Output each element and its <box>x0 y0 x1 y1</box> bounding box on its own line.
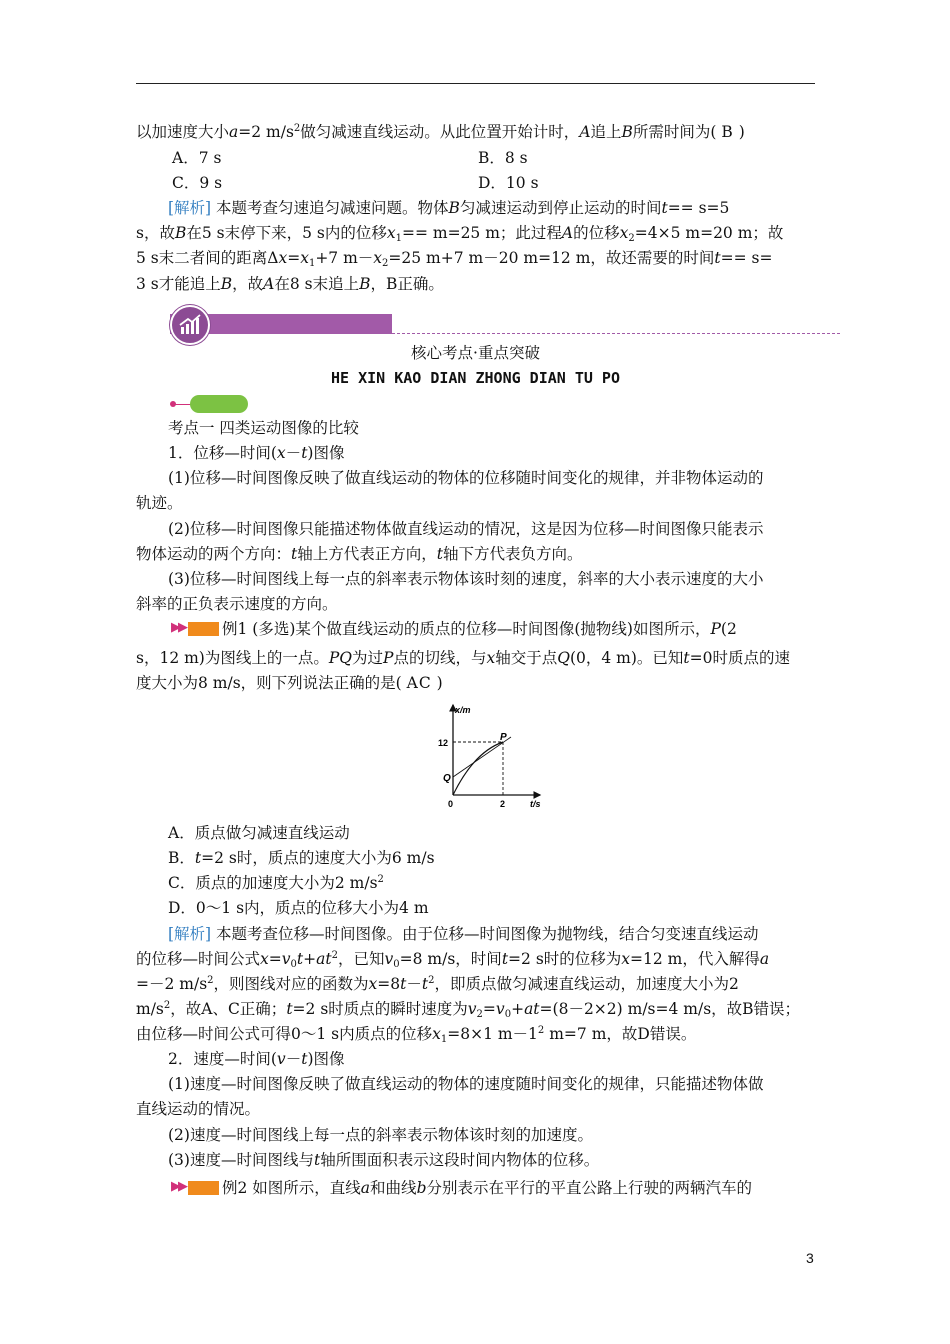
prev-option-b: B．8 s <box>478 149 528 167</box>
x-t-graph <box>434 700 550 812</box>
example1-analysis-line: 由位移—时间公式可得0～1 s内质点的位移$x_1=8\times 1$ $m-1^2$ m=7 m，故D错误。 <box>136 1025 697 1045</box>
item2-paragraph: 直线运动的情况。 <box>136 1100 261 1118</box>
prev-analysis-line: 5 s末二者间的距离$\Delta x=x_1+7$ $m-x_2=25$ m+7 m－20 m=12 m，故还需要的时间t== s= <box>136 249 773 269</box>
prev-question-stem: 以加速度大小a=2 $m/s^2$做匀减速直线运动。从此位置开始计时，A追上B所需时间为( B ) <box>136 123 745 141</box>
item2-paragraph: (1)速度—时间图像反映了做直线运动的物体的速度随时间变化的规律，只能描述物体做 <box>168 1075 764 1093</box>
example1-analysis-line: 的位移—时间公式$x=v_0t+at^2$，已知$v_0=8$ m/s，时间t=2 s时的位移为x=12 m，代入解得a <box>136 950 770 970</box>
item1-paragraph: 轨迹。 <box>136 494 183 512</box>
y-tick-label: 12 <box>438 738 449 748</box>
item2-title: 2．速度—时间(v－t)图像 <box>168 1050 345 1068</box>
item1-paragraph: (2)位移—时间图像只能描述物体做直线运动的情况，这是因为位移—时间图像只能表示 <box>168 520 764 538</box>
double-arrow-icon: ▶▶ <box>171 1179 185 1194</box>
example1-stem: s，12 m)为图线上的一点。PQ为过P点的切线，与x轴交于点Q(0，4 m)。已知t=0时质点的速 <box>136 649 790 667</box>
example1-analysis-line: =－2 $m/s^2$，则图线对应的函数为$x=8t-t^2$，即质点做匀减速直线运动，加速度大小为2 <box>136 975 739 993</box>
section-title: 核心考点·重点突破 <box>411 344 540 362</box>
origin-label: 0 <box>448 799 454 809</box>
example1-analysis-line: [解析] 本题考查位移—时间图像。由于位移—时间图像为抛物线，结合匀变速直线运动 <box>168 925 759 943</box>
header-rule <box>136 83 815 84</box>
analysis-tag: [解析] <box>168 925 212 943</box>
example-marker <box>188 622 219 636</box>
example1-option-c: C．质点的加速度大小为2 $m/s^2$ <box>168 874 384 892</box>
point-p-label: P <box>500 732 507 743</box>
y-axis-label: x/m <box>455 705 471 715</box>
tangent-line <box>453 737 511 777</box>
example1-option-a: A．质点做匀减速直线运动 <box>168 824 350 842</box>
prev-analysis-line: 3 s才能追上B，故A在8 s末追上B，B正确。 <box>136 275 444 293</box>
example1-option-d: D．0～1 s内，质点的位移大小为4 m <box>168 899 429 917</box>
prev-option-a: A．7 s <box>172 149 222 167</box>
kaodian-marker-dot <box>170 401 176 407</box>
item1-paragraph: 斜率的正负表示速度的方向。 <box>136 595 338 613</box>
section-divider <box>392 333 840 334</box>
section-pinyin: HE XIN KAO DIAN ZHONG DIAN TU PO <box>331 369 620 387</box>
item1-paragraph: 物体运动的两个方向：t轴上方代表正方向，t轴下方代表负方向。 <box>136 545 583 563</box>
item2-paragraph: (3)速度—时间图线与t轴所围面积表示这段时间内物体的位移。 <box>168 1151 600 1169</box>
example1-stem: 例1 (多选)某个做直线运动的质点的位移—时间图像(抛物线)如图所示，P(2 <box>222 620 737 638</box>
example1-stem: 度大小为8 m/s，则下列说法正确的是( AC ) <box>136 674 443 692</box>
item1-paragraph: (1)位移—时间图像反映了做直线运动的物体的位移随时间变化的规律，并非物体运动的 <box>168 469 764 487</box>
analysis-tag: [解析] <box>168 199 212 217</box>
item1-paragraph: (3)位移—时间图线上每一点的斜率表示物体该时刻的速度，斜率的大小表示速度的大小 <box>168 570 764 588</box>
example1-option-b: B．t=2 s时，质点的速度大小为6 m/s <box>168 849 435 867</box>
point-q-label: Q <box>443 773 451 784</box>
x-axis-label: t/s <box>530 799 541 809</box>
chart-growth-icon <box>170 305 210 345</box>
item1-title: 1．位移—时间(x－t)图像 <box>168 444 345 462</box>
page-number: 3 <box>806 1250 814 1266</box>
x-tick-label: 2 <box>500 799 506 809</box>
example2-stem: 例2 如图所示，直线a和曲线b分别表示在平行的平直公路上行驶的两辆汽车的 <box>222 1179 753 1197</box>
item2-paragraph: (2)速度—时间图线上每一点的斜率表示物体该时刻的加速度。 <box>168 1126 593 1144</box>
prev-analysis-line: s，故B在5 s末停下来，5 s内的位移$x_1== m=25$ m；此过程A的位移$x_2=4\times 5$ m=20 m；故 <box>136 224 784 244</box>
kaodian-marker-pill <box>190 395 248 413</box>
example1-analysis-line: $m/s^2$，故A、C正确；t=2 s时质点的瞬时速度为$v_2=v_0+at=(8-2\times 2)$ m/s=4 m/s，故B错误； <box>136 1000 801 1020</box>
parabola-curve <box>453 742 503 795</box>
kaodian-title: 考点一 四类运动图像的比较 <box>168 419 359 437</box>
prev-option-c: C．9 s <box>172 174 223 192</box>
prev-option-d: D．10 s <box>478 174 539 192</box>
prev-analysis-line: [解析] 本题考查匀速追匀减速问题。物体B匀减速运动到停止运动的时间t== s=5 <box>168 199 730 217</box>
example-marker <box>188 1181 219 1195</box>
double-arrow-icon: ▶▶ <box>171 620 185 635</box>
